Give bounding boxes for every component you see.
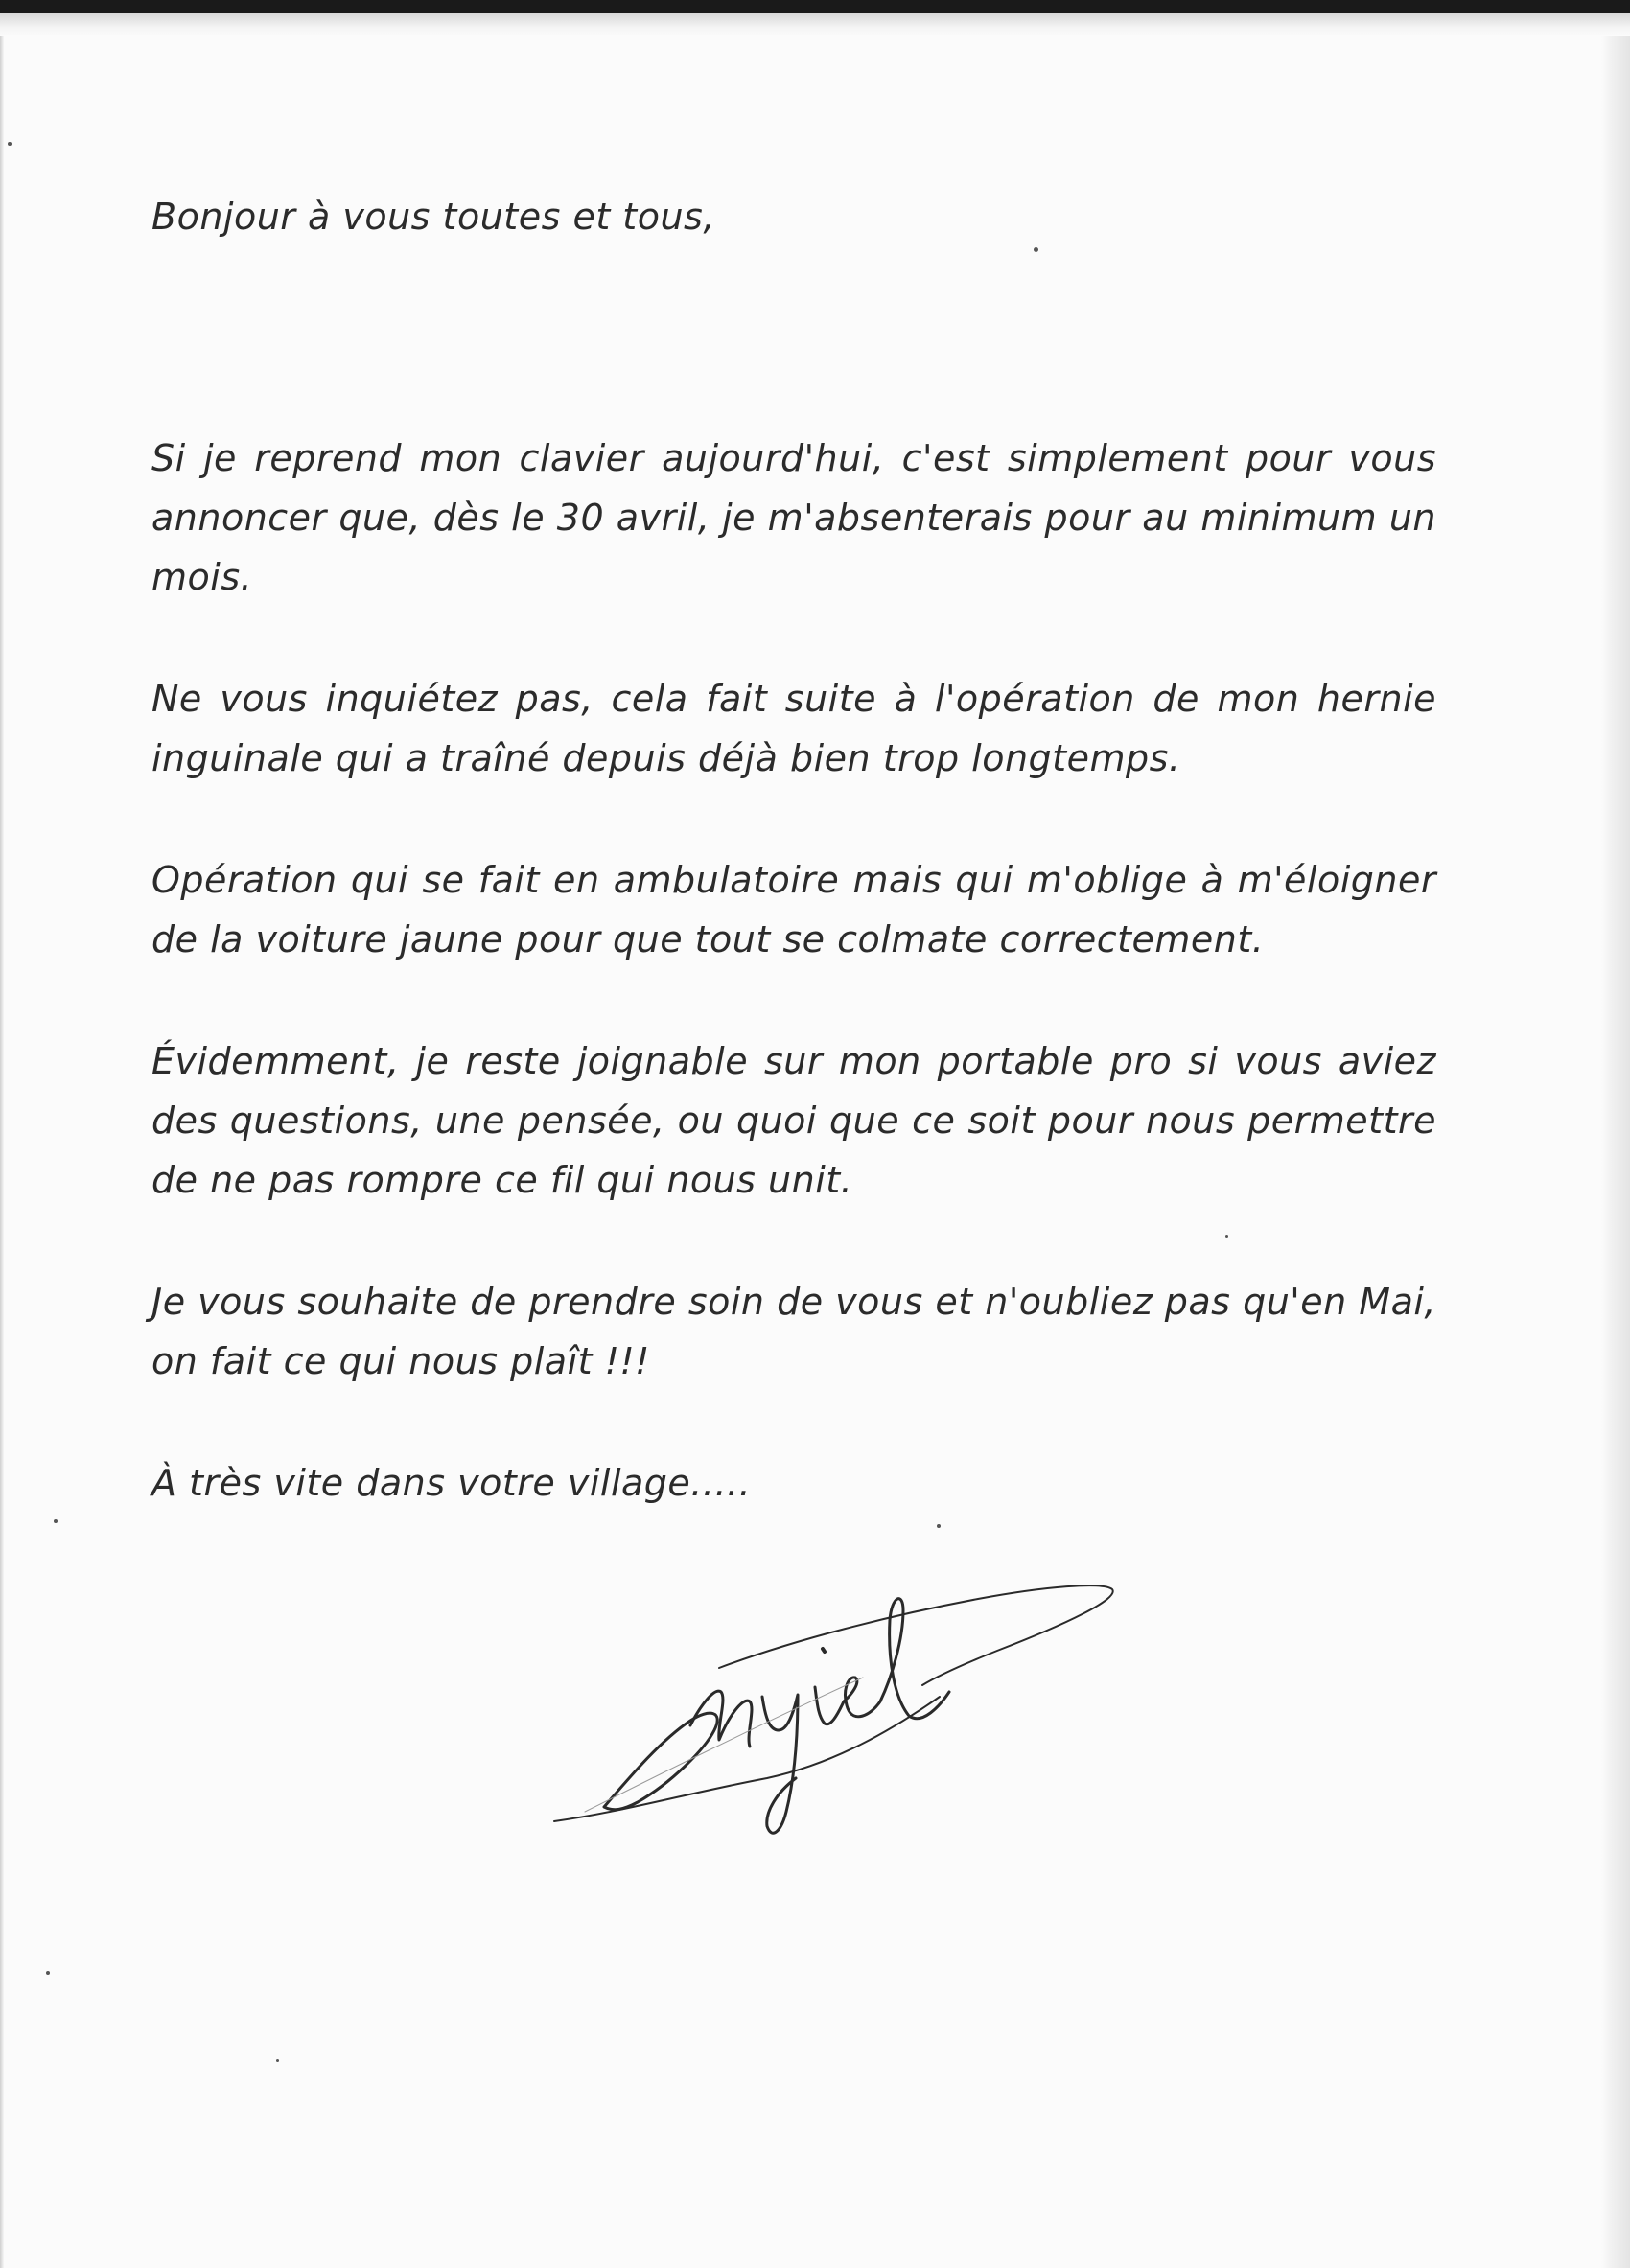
scan-speck — [937, 1524, 941, 1528]
scan-speck — [54, 1519, 58, 1523]
sheet-top-shadow — [0, 13, 1630, 36]
letter-body — [151, 187, 1436, 1513]
letter-closing: À très vite dans votre village..... — [151, 1462, 752, 1504]
scan-speck — [8, 142, 12, 146]
letter-paragraph: Évidemment, je reste joignable sur mon portable pro si vous aviez des questions, une pensée, ou quoi que ce soit pour nous permettre de ne pas rompre ce fil qui nous unit. — [151, 1040, 1436, 1201]
letter-paragraph: Ne vous inquiétez pas, cela fait suite à l'opération de mon hernie inguinale qui a traîné depuis déjà bien trop longtemps. — [151, 678, 1436, 779]
letter-paragraph: Opération qui se fait en ambulatoire mais qui m'oblige à m'éloigner de la voiture jaune pour que tout se colmate correctement. — [151, 859, 1436, 960]
letter-paragraph: Je vous souhaite de prendre soin de vous et n'oubliez pas qu'en Mai, on fait ce qui nous plaît !!! — [151, 1281, 1436, 1382]
letter-paragraph: Si je reprend mon clavier aujourd'hui, c'est simplement pour vous annoncer que, dès le 30 avril, je m'absenterais pour au minimum un mois. — [151, 437, 1436, 598]
scan-speck — [46, 1971, 50, 1975]
sheet-right-edge — [1601, 36, 1630, 2268]
sheet-left-edge — [0, 36, 4, 2268]
handwritten-signature-icon — [547, 1534, 1141, 1850]
letter-greeting: Bonjour à vous toutes et tous, — [151, 196, 715, 238]
scan-speck — [276, 2059, 279, 2062]
scan-top-border — [0, 0, 1630, 13]
